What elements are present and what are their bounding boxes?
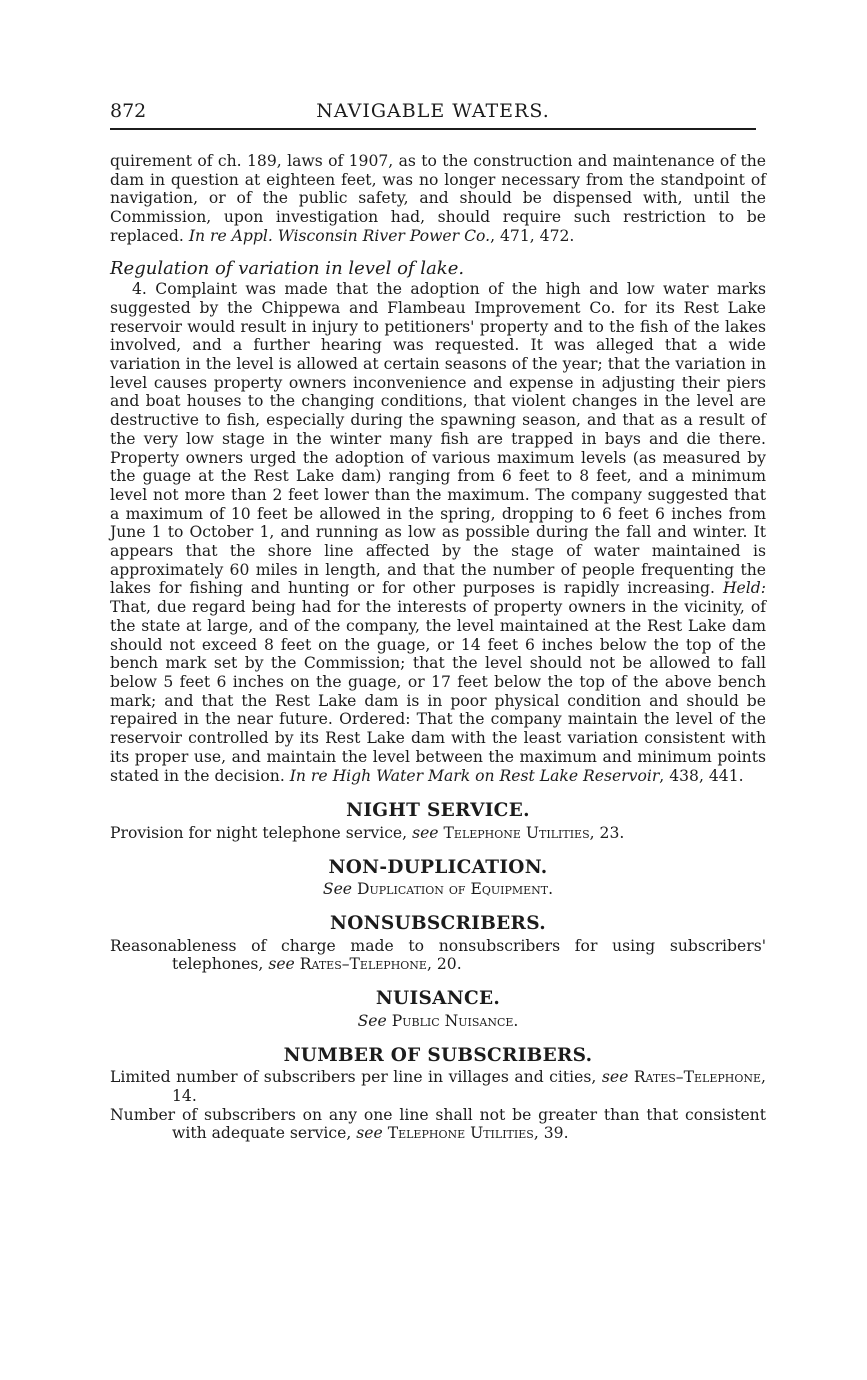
- entry-text: Provision for night telephone service,: [110, 823, 413, 842]
- entry-nonsubscribers: [110, 937, 766, 974]
- entry-night-service: [110, 824, 766, 843]
- case-citation: In re Appl. Wisconsin River Power Co.: [188, 226, 491, 245]
- entry-text: Reasonableness of charge made to nonsubscribers for using subscribers' telephones,: [110, 936, 766, 974]
- regulation-text-b: That, due regard being had for the interests of property owners in the vicinity, of the state at large, and of the company, the level maintained at the Rest Lake dam should not exceed 8 feet on the guage, or 14 feet 6 inches below the top of the bench mark set by the Commission; that the level should not be allowed to fall below 5 feet 6 inches on the guage, or 17 feet below the top of the above bench mark; and that the Rest Lake dam is in poor physical condition and should be repaired in the near future. Ordered: That the company maintain the level of the reservoir controlled by its Rest Lake dam with the least variation consistent with its proper use, and maintain the level between the maximum and minimum points stated in the decision.: [110, 598, 766, 785]
- cross-reference: Public Nuisance.: [391, 1011, 519, 1030]
- entry-number-of-subscribers-2: [110, 1106, 766, 1143]
- see-label: see: [356, 1124, 383, 1143]
- entry-number-of-subscribers-1: [110, 1068, 766, 1105]
- reference-number: , 20.: [426, 955, 462, 974]
- see-label: See: [357, 1011, 387, 1030]
- entry-text: Limited number of subscribers per line in villages and cities,: [110, 1068, 602, 1087]
- continuation-paragraph: [110, 152, 766, 246]
- entry-heading-non-duplication: NON-DUPLICATION.: [328, 856, 548, 878]
- see-label: see: [412, 823, 439, 842]
- regulation-text-a: 4. Complaint was made that the adoption of the high and low water marks suggested by the Chippewa and Flambeau Improvement Co. for its Rest Lake reservoir would result in injury to petitioners' property and to the fish of the lakes involved, and a further hearing was requested. It was alleged that a wide variation in the level is allowed at certain seasons of the year; that the variation in level causes property owners inconvenience and expense in adjusting their piers and boat houses to the changing conditions, that violent changes in the level are destructive to fish, especially during the spawning season, and that as a result of the very low stage in the winter many fish are trapped in bays and die there. Property owners urged the adoption of various maximum levels (as measured by the guage at the Rest Lake dam) ranging from 6 feet to 8 feet, and a minimum level not more than 2 feet lower than the maximum. The company suggested that a maximum of 10 feet be allowed in the spring, dropping to 6 feet 6 inches from June 1 to October 1, and running as low as possible during the fall and winter. It appears that the shore line affected by the stage of water maintained is approximately 60 miles in length, and that the number of people frequenting the lakes for fishing and hunting or for other purposes is rapidly increasing.: [110, 280, 766, 598]
- entry-non-duplication: [110, 880, 766, 899]
- running-title: NAVIGABLE WATERS.: [316, 100, 550, 122]
- cross-reference: Telephone Utilities: [443, 823, 590, 842]
- cross-reference: Rates–Telephone: [633, 1068, 762, 1087]
- reference-number: , 23.: [589, 823, 625, 842]
- see-label: see: [268, 955, 295, 974]
- case-citation: In re High Water Mark on Rest Lake Reservoir: [289, 766, 660, 785]
- entry-heading-nuisance: NUISANCE.: [375, 988, 501, 1010]
- entry-text: Number of subscribers on any one line shall not be greater than that consistent with adequate service,: [110, 1105, 766, 1143]
- page-number: 872: [110, 100, 147, 122]
- regulation-paragraph: [110, 280, 766, 785]
- section-subheading: Regulation of variation in level of lake.: [110, 257, 465, 279]
- entry-nuisance: [110, 1012, 766, 1031]
- entry-heading-nonsubscribers: NONSUBSCRIBERS.: [330, 913, 546, 935]
- cross-reference: Telephone Utilities: [387, 1124, 534, 1143]
- reference-number: , 39.: [533, 1124, 569, 1143]
- held-label: Held:: [722, 579, 766, 598]
- entry-heading-night-service: NIGHT SERVICE.: [346, 800, 530, 822]
- cross-reference: Duplication of Equipment.: [357, 880, 554, 899]
- book-page: [110, 100, 766, 1143]
- cross-reference: Rates–Telephone: [299, 955, 427, 974]
- see-label: See: [322, 880, 353, 899]
- entry-heading-number-of-subscribers: NUMBER OF SUBSCRIBERS.: [283, 1044, 593, 1066]
- running-head: [110, 100, 756, 130]
- page-body: [110, 152, 766, 1143]
- see-label: see: [601, 1068, 629, 1087]
- citation-pages: , 471, 472.: [490, 226, 575, 245]
- citation-pages: , 438, 441.: [659, 766, 744, 785]
- continuation-text: quirement of ch. 189, laws of 1907, as to the construction and maintenance of the dam in question at eighteen feet, was no longer necessary from the standpoint of navigation, or of the public safety, and should be dispensed with, until the Commission, upon investigation had, should require such restriction to be replaced.: [110, 152, 766, 245]
- reference-number: , 14.: [172, 1068, 766, 1105]
